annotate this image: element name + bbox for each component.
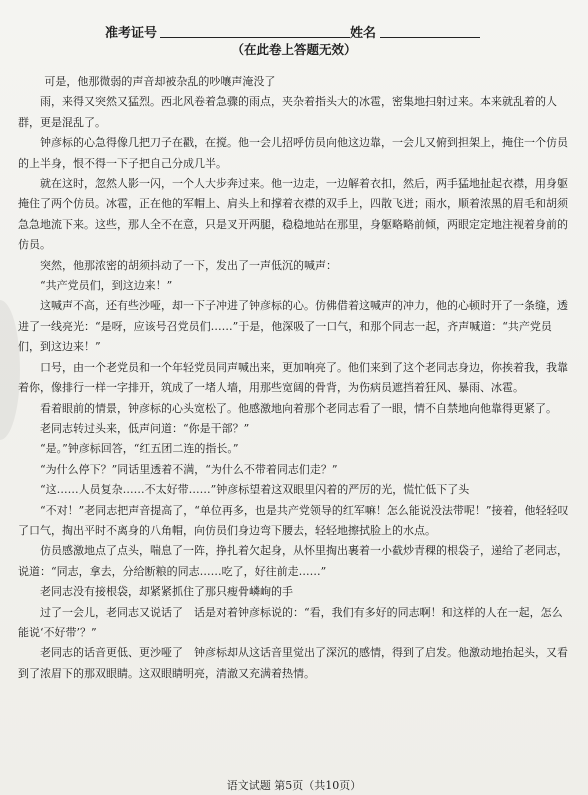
paragraph: 雨，来得又突然又猛烈。西北风卷着急骤的雨点，夹杂着指头大的冰雹，密集地扫射过来。本来就乱着的人群，更是混乱了。 [18, 95, 557, 129]
answer-invalid-note: （在此卷上答题无效） [231, 42, 357, 57]
exam-id-label: 准考证号 [105, 26, 158, 41]
paragraph: 看着眼前的情景，钟彦标的心头宽松了。他感激地向着那个老同志看了一眼，情不自禁地向他靠得更紧了。 [40, 401, 557, 415]
name-blank-line [380, 37, 480, 38]
exam-id-blank-line [160, 37, 350, 38]
passage-text [18, 72, 573, 684]
name-label: 姓名 [350, 26, 377, 41]
paragraph: 老同志的话音更低、更沙哑了 钟彦标却从这话音里觉出了深沉的感情，得到了启发。他激动地抬起头，又看到了浓眉下的那双眼睛。这双眼睛明亮，清澈又充满着热情。 [18, 646, 568, 680]
paragraph: 突然，他那浓密的胡须抖动了一下，发出了一声低沉的喊声： [40, 258, 337, 272]
paragraph: 老同志转过头来，低声问道：“你是干部？” [40, 421, 250, 435]
page-footer: 语文试题 第5页（共10页） [226, 779, 362, 792]
paragraph: 可是，他那微弱的声音却被杂乱的吵嚷声淹没了 [44, 75, 276, 88]
paragraph: 仿员感激地点了点头，喘息了一阵，挣扎着欠起身，从怀里掏出裹着一小截炒青稞的根袋子，递给了老同志，说道：“同志，拿去，分给断粮的同志……吃了，好往前走……” [18, 544, 568, 578]
paragraph: 钟彦标的心急得像几把刀子在戳，在搅。他一会儿招呼仿员向他这边靠，一会儿又俯到担架上，掩住一个仿员的上半身，恨不得一下子把自己分成几半。 [18, 136, 568, 170]
paragraph: “不对！”老同志把声音提高了，“单位再多，也是共产党领导的红军嘛！怎么能说没法带呢！”接着，他轻轻叹了口气，掏出平时不离身的八角帽，向仿员们身边弯下腰去，轻轻地擦拭脸上的水点。 [18, 503, 569, 537]
paragraph: “是。”钟彦标回答，“红五团二连的指长。” [40, 442, 239, 456]
paragraph: 口号，由一个老党员和一个年轻党员同声喊出来，更加响亮了。他们来到了这个老同志身边，你挨着我，我靠着你，像排行一样一字排开，筑成了一堵人墙，用那些宽阔的骨背，为伤病员遮挡着狂风、暴雨、冰雹。 [18, 360, 568, 395]
paragraph: 过了一会儿，老同志又说话了 话是对着钟彦标说的：“看，我们有多好的同志啊！和这样的人在一起，怎么能说‘不好带’？” [18, 605, 563, 639]
paragraph: “这……人员复杂……不太好带……”钟彦标望着这双眼里闪着的严厉的光，慌忙低下了头 [40, 483, 470, 497]
paragraph: 这喊声不高，还有些沙哑，却一下子冲进了钟彦标的心。仿佛借着这喊声的冲力，他的心顿时开了一条缝，透进了一线亮光：“是呀，应该号召党员们……”于是，他深吸了一口气，和那个同志一起，齐声喊道：“共产党员们，到这边来！” [18, 299, 568, 354]
paragraph: “为什么停下？”同话里透着不满，“为什么不带着同志们走？” [40, 462, 338, 476]
paragraph: 老同志没有接根袋，却紧紧抓住了那只瘦骨嶙峋的手 [40, 585, 293, 599]
paragraph: 就在这时，忽然人影一闪，一个人大步奔过来。他一边走，一边解着衣扣，然后，两手猛地扯起衣襟，用身躯掩住了两个仿员。冰雹，正在他的军帽上、肩头上和撑着衣襟的双手上，四散飞迸；雨水，顺着浓黑的眉毛和胡须急急地流下来。这些，那人全不在意，只是叉开两腿，稳稳地站在那里，身躯略略前倾，两眼定定地注视着身前的仿员。 [18, 177, 568, 252]
paragraph: “共产党员们，到这边来！” [40, 279, 173, 293]
scan-shadow [0, 300, 20, 440]
